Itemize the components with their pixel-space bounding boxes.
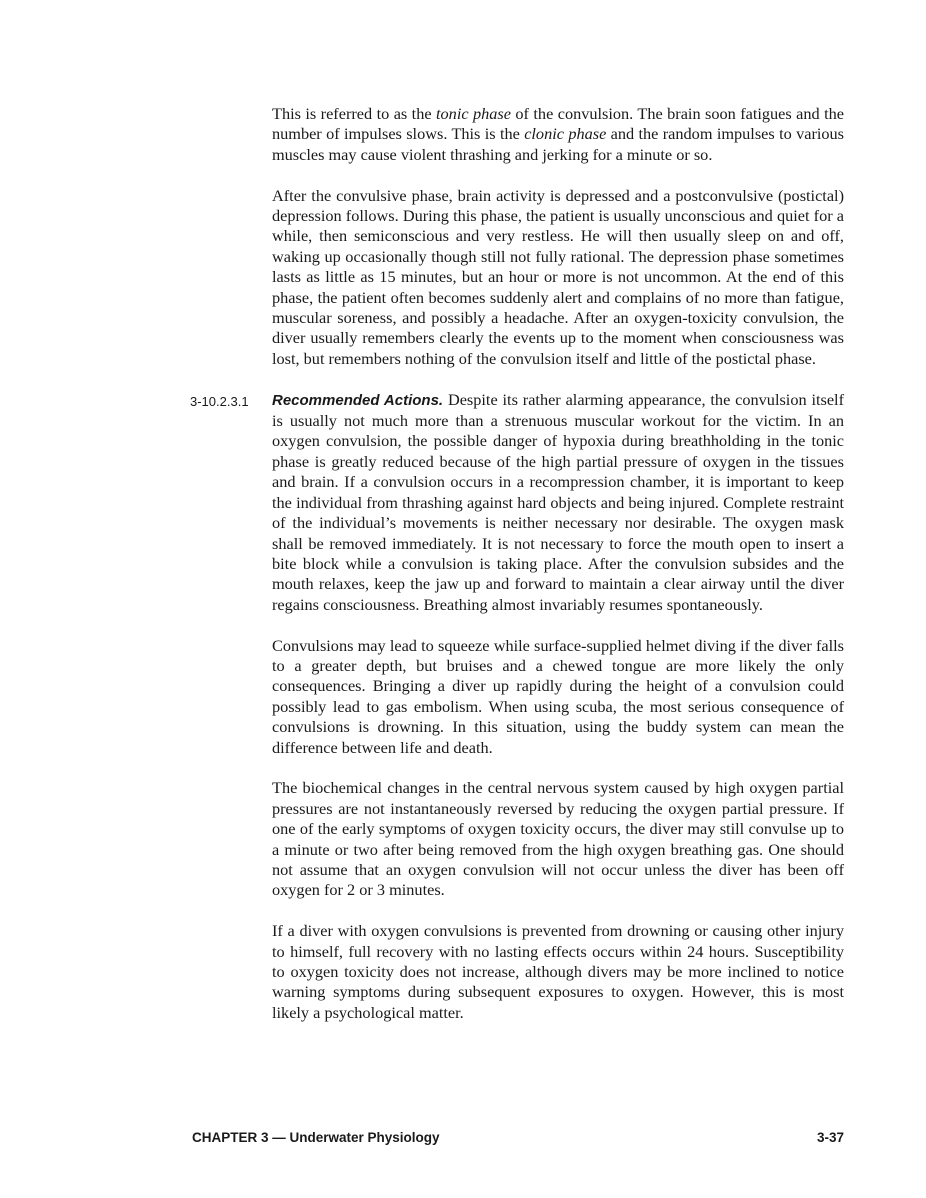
paragraph-tonic-clonic xyxy=(272,104,844,165)
emphasis-clonic-phase: clonic phase xyxy=(524,124,607,144)
paragraph-text: This is referred to as the xyxy=(272,104,437,123)
body-text-column xyxy=(190,104,845,1044)
section-number: 3-10.2.3.1 xyxy=(190,393,249,409)
paragraph-postictal: After the convulsive phase, brain activity is depressed and a postconvulsive (postictal) depression follows. During this phase, the patient is usually unconscious and quiet for a while, then semiconscious and very restless. He will then usually sleep on and off, waking up occasionally though still not fully rational. The depression phase sometimes lasts as little as 15 minutes, but an hour or more is not uncommon. At the end of this phase, the patient often becomes suddenly alert and complains of no more than fatigue, muscular soreness, and possibly a headache. After an oxygen-toxicity convulsion, the diver usually remembers clearly the events up to the moment when consciousness was lost, but remembers nothing of the convulsion itself and little of the postictal phase. xyxy=(272,185,844,368)
paragraph-recovery: If a diver with oxygen convulsions is prevented from drowning or causing other injury to himself, full recovery with no lasting effects occurs within 24 hours. Susceptibility to oxygen toxicity does not increase, although divers may be more inclined to notice warning symptoms during subsequent exposures to oxygen. However, this is most likely a psychological matter. xyxy=(272,921,844,1022)
paragraph-squeeze: Convulsions may lead to squeeze while surface-supplied helmet diving if the diver falls to a greater depth, but bruises and a chewed tongue are more likely the only consequences. Bringing a diver up rapidly during the height of a convulsion could possibly lead to gas embolism. When using scuba, the most serious consequence of convulsions is drowning. In this situation, using the buddy system can mean the difference between life and death. xyxy=(272,635,844,757)
section-recommended-actions xyxy=(190,389,845,1024)
paragraph-biochemical: The biochemical changes in the central nervous system caused by high oxygen partial pressures are not instantaneously reversed by reducing the oxygen partial pressure. If one of the early symptoms of oxygen toxicity occurs, the diver may still convulse up to a minute or two after being removed from the high oxygen breathing gas. One should not assume that an oxygen convulsion will not occur unless the diver has been off oxygen for 2 or 3 minutes. xyxy=(272,778,844,900)
emphasis-tonic-phase: tonic phase xyxy=(436,104,511,123)
footer-page-number: 3-37 xyxy=(816,1130,844,1145)
paragraph-text: and the random impulses to various muscles may cause violent thrashing and jerking for a minute or so. xyxy=(272,124,845,164)
section-heading: Recommended Actions. xyxy=(272,391,444,409)
footer-chapter-title: CHAPTER 3 — Underwater Physiology xyxy=(192,1130,440,1145)
paragraph-recommended-actions xyxy=(272,390,844,615)
paragraph-text: of the convulsion. The brain soon fatigues and the number of impulses slows. This is the xyxy=(272,104,844,144)
paragraph-text: Despite its rather alarming appearance, the convulsion itself is usually not much more than a strenuous muscular workout for the victim. In an oxygen convulsion, the possible danger of hypoxia during breathholding in the tonic phase is greatly reduced because of the high partial pressure of oxygen in the tissues and brain. If a convulsion occurs in a recompression chamber, it is important to keep the individual from thrashing against hard objects and being injured. Complete restraint of the individual’s movements is neither necessary nor desirable. The oxygen mask shall be removed immediately. It is not necessary to force the mouth open to insert a bite block while a convulsion is taking place. After the convulsion subsides and the mouth relaxes, keep the jaw up and forward to maintain a clear airway until the diver regains consciousness. Breathing almost invariably resumes spontaneously. xyxy=(272,389,845,614)
